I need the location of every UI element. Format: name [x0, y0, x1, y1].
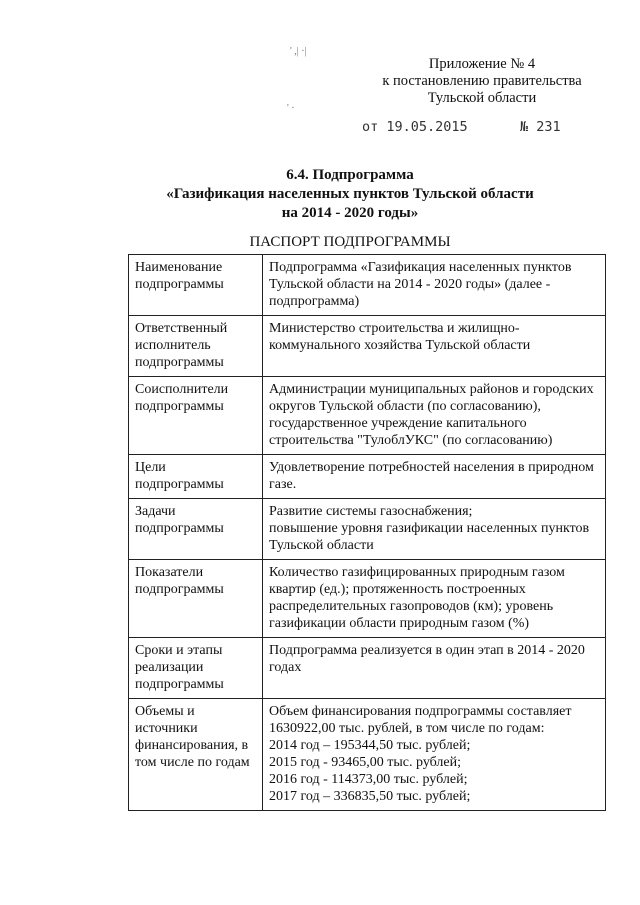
passport-row	[129, 377, 606, 455]
passport-label: Сроки и этапы реализации подпрограммы	[135, 643, 224, 692]
passport-value-cell	[263, 316, 606, 377]
passport-value-cell	[263, 638, 606, 699]
passport-label-cell	[129, 699, 263, 811]
passport-value-line: Удовлетворение потребностей населения в природном газе.	[269, 460, 594, 492]
passport-value-line: Количество газифицированных природным газом квартир (ед.); протяженность построенных распределительных газопроводов (км); уровень газификации области природным газом (%)	[269, 565, 565, 631]
passport-table	[128, 254, 606, 811]
passport-value-line: 2014 год – 195344,50 тыс. рублей;	[269, 738, 471, 753]
passport-label-cell	[129, 377, 263, 455]
passport-value-line: Администрации муниципальных районов и городских округов Тульской области (по согласованию), государственное учреждение капитального строительства "ТулоблУКС" (по согласованию)	[269, 382, 594, 448]
scan-speck: ' ,| ·|	[290, 46, 307, 57]
passport-value-line: Объем финансирования подпрограммы составляет 1630922,00 тыс. рублей, в том числе по годам:	[269, 704, 572, 736]
passport-value-line: 2016 год - 114373,00 тыс. рублей;	[269, 772, 468, 787]
passport-row	[129, 560, 606, 638]
subprogram-title	[120, 166, 580, 223]
passport-label: Цели подпрограммы	[135, 460, 224, 492]
passport-label-cell	[129, 638, 263, 699]
passport-row	[129, 316, 606, 377]
appendix-line: Тульской области	[427, 90, 537, 106]
appendix-line: к постановлению правительства	[382, 73, 582, 89]
passport-value-cell	[263, 499, 606, 560]
appendix-line: Приложение № 4	[428, 56, 536, 72]
passport-value-line: 2017 год – 336835,50 тыс. рублей;	[269, 789, 471, 804]
passport-row	[129, 499, 606, 560]
passport-row	[129, 638, 606, 699]
passport-table-body	[129, 255, 606, 811]
passport-value-line: повышение уровня газификации населенных пунктов Тульской области	[269, 521, 590, 553]
passport-value-line: Подпрограмма реализуется в один этап в 2014 - 2020 годах	[269, 643, 585, 675]
passport-label: Наименование подпрограммы	[135, 260, 224, 292]
passport-label: Ответственный исполнитель подпрограммы	[135, 321, 228, 370]
passport-value-cell	[263, 377, 606, 455]
decree-line	[362, 119, 561, 135]
passport-value-line: 2015 год - 93465,00 тыс. рублей;	[269, 755, 462, 770]
passport-label: Соисполнители подпрограммы	[135, 382, 229, 414]
passport-label: Задачи подпрограммы	[135, 504, 224, 536]
passport-label: Показатели подпрограммы	[135, 565, 224, 597]
appendix-block	[362, 56, 602, 107]
passport-value-line: Министерство строительства и жилищно-коммунального хозяйства Тульской области	[269, 321, 531, 353]
decree-number: № 231	[520, 119, 561, 135]
title-line: на 2014 - 2020 годы»	[281, 205, 419, 221]
title-line: «Газификация населенных пунктов Тульской области	[166, 186, 534, 202]
passport-label-cell	[129, 455, 263, 499]
title-line: 6.4. Подпрограмма	[286, 167, 414, 183]
passport-row	[129, 455, 606, 499]
passport-label-cell	[129, 560, 263, 638]
passport-value-cell	[263, 255, 606, 316]
passport-value-cell	[263, 560, 606, 638]
passport-label: Объемы и источники финансирования, в том числе по годам	[135, 704, 250, 770]
passport-value-cell	[263, 455, 606, 499]
scan-speck: ' ·	[287, 103, 295, 114]
passport-value-line: Развитие системы газоснабжения;	[269, 504, 473, 519]
passport-value-cell	[263, 699, 606, 811]
passport-heading: ПАСПОРТ ПОДПРОГРАММЫ	[249, 234, 451, 250]
passport-row	[129, 699, 606, 811]
decree-date: от 19.05.2015	[362, 119, 468, 135]
passport-row	[129, 255, 606, 316]
passport-label-cell	[129, 255, 263, 316]
passport-label-cell	[129, 316, 263, 377]
passport-value-line: Подпрограмма «Газификация населенных пунктов Тульской области на 2014 - 2020 годы» (далее - подпрограмма)	[269, 260, 572, 309]
passport-label-cell	[129, 499, 263, 560]
